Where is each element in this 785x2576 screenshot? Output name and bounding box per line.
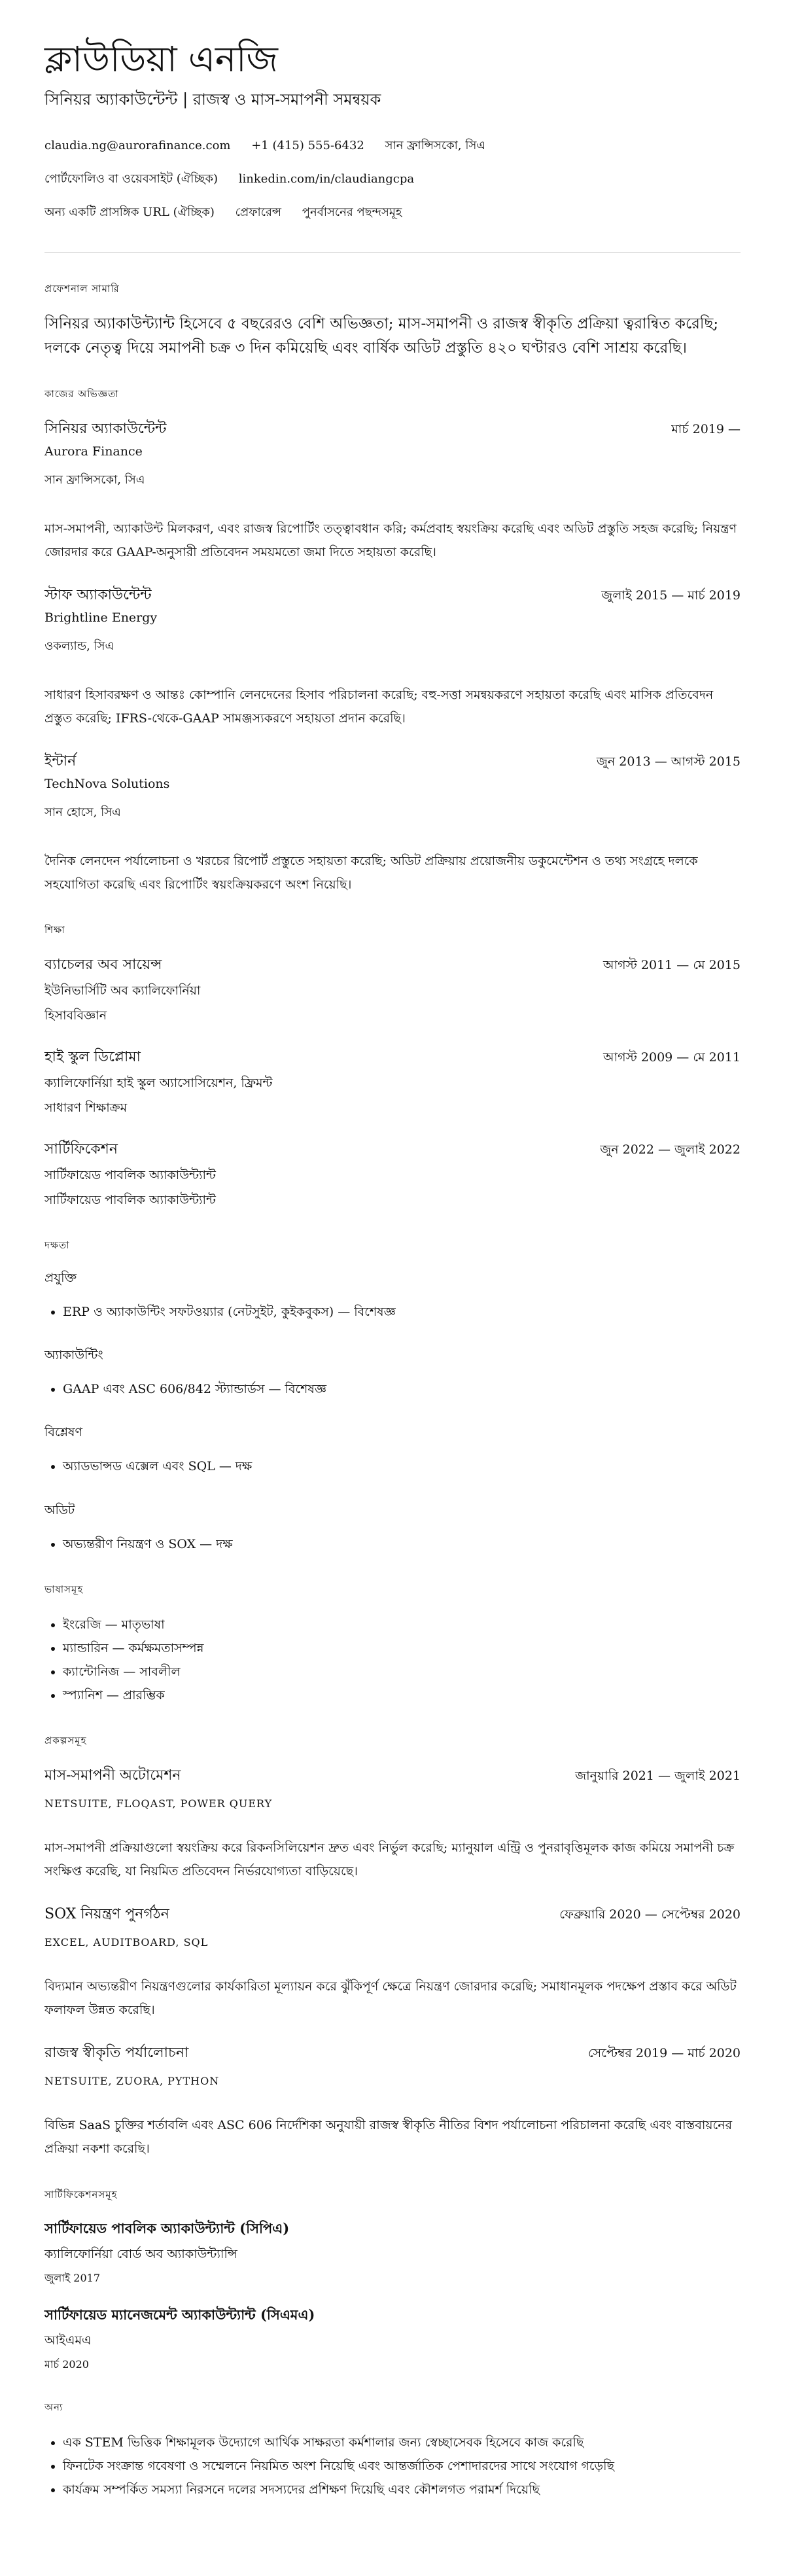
job-description: সাধারণ হিসাবরক্ষণ ও আন্তঃ কোম্পানি লেনদেনের হিসাব পরিচালনা করেছি; বহু-সত্তা সমন্বয়করণে সহায়তা করেছি এবং মাসিক প্রতিবেদন প্রস্তুত করেছি; IFRS-থেকে-GAAP সামঞ্জস্যকরণে সহায়তা প্রদান করেছি। <box>44 687 714 726</box>
section-title: অন্য <box>44 2401 63 2413</box>
project-description: বিদ্যমান অভ্যন্তরীণ নিয়ন্ত্রণগুলোর কার্যকারিতা মূল্যায়ন করে ঝুঁকিপূর্ণ ক্ষেত্রে নিয়ন্ত্রণ জোরদার করেছি; সমাধানমূলক পদক্ষেপ প্রস্তাব করে অডিট ফলাফল উন্নত করেছি। <box>44 1979 737 2018</box>
employer: Brightline Energy <box>44 610 158 625</box>
section-title: প্রফেশনাল সামারি <box>44 283 120 295</box>
contact-relocation: পুনর্বাসনের পছন্দসমূহ <box>302 205 402 220</box>
job-location: সান হোসে, সিএ <box>44 805 121 820</box>
degree: সার্টিফিকেশন <box>44 1141 118 1158</box>
job-location: সান ফ্রান্সিসকো, সিএ <box>44 472 145 487</box>
certification-name: সার্টিফায়েড ম্যানেজমেন্ট অ্যাকাউন্ট্যান্ট (সিএমএ) <box>44 2306 315 2323</box>
job-description: দৈনিক লেনদেন পর্যালোচনা ও খরচের রিপোর্ট প্রস্তুতে সহায়তা করেছি; অডিট প্রক্রিয়ায় প্রয়োজনীয় ডকুমেন্টেশন ও তথ্য সংগ্রহে দলকে সহযোগিতা করেছি এবং রিপোর্টিং স্বয়ংক্রিয়করণে অংশ নিয়েছি। <box>44 854 698 892</box>
section-title: প্রকল্পসমূহ <box>44 1735 87 1746</box>
skill-list <box>44 1532 741 1556</box>
languages-section <box>44 1582 741 1707</box>
employer: TechNova Solutions <box>44 777 170 792</box>
experience-entry <box>44 750 741 896</box>
education-entry <box>44 1138 741 1212</box>
project-description: বিভিন্ন SaaS চুক্তির শর্তাবলি এবং ASC 606 নির্দেশিকা অনুযায়ী রাজস্ব স্বীকৃতি নীতির বিশদ পর্যালোচনা পরিচালনা করেছি এবং বাস্তবায়নের প্রক্রিয়া নকশা করেছি। <box>44 2118 733 2157</box>
project-dates: সেপ্টেম্বর 2019 — মার্চ 2020 <box>587 2046 741 2061</box>
skill-list <box>44 1377 741 1401</box>
skill-item: • ERP ও অ্যাকাউন্টিং সফটওয়্যার (নেটসুইট, কুইকবুকস) — বিশেষজ্ঞ <box>63 1300 741 1324</box>
employer: Aurora Finance <box>44 444 143 459</box>
skill-category: অ্যাকাউন্টিং <box>44 1348 103 1363</box>
job-location: ওকল্যান্ড, সিএ <box>44 639 114 653</box>
project-name: SOX নিয়ন্ত্রণ পুনর্গঠন <box>44 1906 169 1923</box>
contact-other-url[interactable]: অন্য একটি প্রাসঙ্গিক URL (ঐচ্ছিক) <box>44 205 215 220</box>
section-title: কাজের অভিজ্ঞতা <box>44 387 119 400</box>
certification-name: সার্টিফায়েড পাবলিক অ্যাকাউন্ট্যান্ট (সিপিএ) <box>44 2219 290 2236</box>
section-title: দক্ষতা <box>44 1239 70 1252</box>
language-item: • ম্যান্ডারিন — কর্মক্ষমতাসম্পন্ন <box>63 1636 741 1660</box>
header-divider <box>44 252 741 253</box>
project-name: মাস-সমাপনী অটোমেশন <box>44 1767 181 1784</box>
job-dates: মার্চ 2019 — <box>671 421 741 436</box>
field-of-study: হিসাববিজ্ঞান <box>44 1008 107 1023</box>
skills-section <box>44 1238 741 1555</box>
experience-section <box>44 387 741 897</box>
job-title: স্টাফ অ্যাকাউন্টেন্ট <box>44 586 152 603</box>
school: সার্টিফায়েড পাবলিক অ্যাকাউন্ট্যান্ট <box>44 1168 216 1183</box>
contact-linkedin[interactable]: linkedin.com/in/claudiangcpa <box>238 172 415 186</box>
contact-row-2 <box>44 169 741 190</box>
degree: হাই স্কুল ডিপ্লোমা <box>44 1049 141 1066</box>
certification-date: মার্চ 2020 <box>44 2357 89 2371</box>
project-description: মাস-সমাপনী প্রক্রিয়াগুলো স্বয়ংক্রিয় করে রিকনসিলিয়েশন দ্রুত এবং নির্ভুল করেছি; ম্যানুয়াল এন্ট্রি ও পুনরাবৃত্তিমূলক কাজ কমিয়ে সমাপনী চক্র সংক্ষিপ্ত করেছি, যা নিয়মিত প্রতিবেদন নির্ভরযোগ্যতা বাড়িয়েছে। <box>44 1841 735 1879</box>
project-tech: NETSUITE, ZUORA, PYTHON <box>44 2075 220 2088</box>
other-item: • ফিনটেক সংক্রান্ত গবেষণা ও সম্মেলনে নিয়মিত অংশ নিয়েছি এবং আন্তর্জাতিক পেশাদারদের সাথে সংযোগ গড়েছি <box>63 2454 741 2478</box>
candidate-name: ক্লাউডিয়া এনজি <box>44 39 278 80</box>
summary-text: সিনিয়র অ্যাকাউন্ট্যান্ট হিসেবে ৫ বছরেরও বেশি অভিজ্ঞতা; মাস-সমাপনী ও রাজস্ব স্বীকৃতি প্রক্রিয়া ত্বরান্বিত করেছি; দলকে নেতৃত্ব দিয়ে সমাপনী চক্র ৩ দিন কমিয়েছি এবং বার্ষিক অডিট প্রস্তুতি ৪২০ ঘণ্টারও বেশি সাশ্রয় করেছি। <box>44 315 719 357</box>
job-description: মাস-সমাপনী, অ্যাকাউন্ট মিলকরণ, এবং রাজস্ব রিপোর্টিং তত্ত্বাবধান করি; কর্মপ্রবাহ স্বয়ংক্রিয় করেছি এবং অডিট প্রস্তুতি সহজ করেছি; নিয়ন্ত্রণ জোরদার করে GAAP-অনুসারী প্রতিবেদন সময়মতো জমা দিতে সহায়তা করেছি। <box>44 521 737 559</box>
certifications-section <box>44 2187 741 2374</box>
skill-list <box>44 1455 741 1478</box>
certification-entry <box>44 2218 741 2287</box>
project-entry <box>44 2041 741 2161</box>
education-section <box>44 923 741 1212</box>
project-name: রাজস্ব স্বীকৃতি পর্যালোচনা <box>44 2045 189 2062</box>
education-entry <box>44 953 741 1027</box>
contact-email[interactable]: claudia.ng@aurorafinance.com <box>44 139 231 153</box>
field-of-study: সাধারণ শিক্ষাক্রম <box>44 1101 128 1116</box>
education-entry <box>44 1046 741 1120</box>
skill-list <box>44 1300 741 1324</box>
skill-category: বিশ্লেষণ <box>44 1425 83 1440</box>
project-dates: ফেব্রুয়ারি 2020 — সেপ্টেম্বর 2020 <box>559 1907 741 1922</box>
job-title: সিনিয়র অ্যাকাউন্টেন্ট <box>44 420 167 437</box>
school: ক্যালিফোর্নিয়া হাই স্কুল অ্যাসোসিয়েশন, ফ্রিমন্ট <box>44 1076 273 1091</box>
certification-date: জুলাই 2017 <box>44 2271 101 2284</box>
skill-category: প্রযুক্তি <box>44 1271 77 1286</box>
other-item: • কার্যক্রম সম্পর্কিত সমস্যা নিরসনে দলের সদস্যদের প্রশিক্ষণ দিয়েছি এবং কৌশলগত পরামর্শ দিয়েছি <box>63 2478 741 2501</box>
contact-row-1 <box>44 136 741 156</box>
language-list <box>44 1613 741 1707</box>
contact-portfolio[interactable]: পোর্টফোলিও বা ওয়েবসাইট (ঐচ্ছিক) <box>44 172 218 186</box>
project-entry <box>44 1903 741 2022</box>
job-title: ইন্টার্ন <box>44 753 77 770</box>
contact-row-3 <box>44 203 741 223</box>
language-item: • ক্যান্টোনিজ — সাবলীল <box>63 1660 741 1684</box>
skill-item: • GAAP এবং ASC 606/842 স্ট্যান্ডার্ডস — বিশেষজ্ঞ <box>63 1377 741 1401</box>
degree: ব্যাচেলর অব সায়েন্স <box>44 957 162 974</box>
project-tech: EXCEL, AUDITBOARD, SQL <box>44 1936 209 1949</box>
education-dates: আগস্ট 2011 — মে 2015 <box>603 958 741 973</box>
skill-category: অডিট <box>44 1502 75 1517</box>
language-item: • স্প্যানিশ — প্রারম্ভিক <box>63 1684 741 1707</box>
contact-phone[interactable]: +1 (415) 555-6432 <box>251 139 364 153</box>
other-list <box>44 2431 741 2501</box>
certification-entry <box>44 2304 741 2374</box>
section-title: সার্টিফিকেশনসমূহ <box>44 2188 118 2200</box>
skill-item: • অভ্যন্তরীণ নিয়ন্ত্রণ ও SOX — দক্ষ <box>63 1532 741 1556</box>
project-entry <box>44 1764 741 1883</box>
project-dates: জানুয়ারি 2021 — জুলাই 2021 <box>575 1769 741 1783</box>
skill-item: • অ্যাডভান্সড এক্সেল এবং SQL — দক্ষ <box>63 1455 741 1478</box>
section-title: শিক্ষা <box>44 924 65 936</box>
job-dates: জুন 2013 — আগস্ট 2015 <box>596 754 741 769</box>
project-tech: NETSUITE, FLOQAST, POWER QUERY <box>44 1797 273 1810</box>
experience-entry <box>44 584 741 730</box>
field-of-study: সার্টিফায়েড পাবলিক অ্যাকাউন্ট্যান্ট <box>44 1193 216 1208</box>
section-title: ভাষাসমূহ <box>44 1583 84 1595</box>
education-dates: আগস্ট 2009 — মে 2011 <box>603 1050 741 1065</box>
contact-location: সান ফ্রান্সিসকো, সিএ <box>385 139 486 153</box>
other-item: • এক STEM ভিত্তিক শিক্ষামূলক উদ্যোগে আর্থিক সাক্ষরতা কর্মশালার জন্য স্বেচ্ছাসেবক হিসেবে কাজ করেছি <box>63 2431 741 2454</box>
certification-issuer: আইএমএ <box>44 2333 92 2348</box>
education-dates: জুন 2022 — জুলাই 2022 <box>600 1142 741 1157</box>
language-item: • ইংরেজি — মাতৃভাষা <box>63 1613 741 1636</box>
contact-work-auth: প্রেফারেন্স <box>235 205 282 220</box>
school: ইউনিভার্সিটি অব ক্যালিফোর্নিয়া <box>44 983 201 998</box>
certification-issuer: ক্যালিফোর্নিয়া বোর্ড অব অ্যাকাউন্ট্যান্সি <box>44 2246 237 2261</box>
experience-entry <box>44 417 741 564</box>
candidate-headline: সিনিয়র অ্যাকাউন্টেন্ট | রাজস্ব ও মাস-সমাপনী সমন্বয়ক <box>44 90 381 109</box>
summary-section <box>44 281 741 361</box>
other-section <box>44 2400 741 2501</box>
projects-section <box>44 1733 741 2161</box>
job-dates: জুলাই 2015 — মার্চ 2019 <box>601 588 741 603</box>
